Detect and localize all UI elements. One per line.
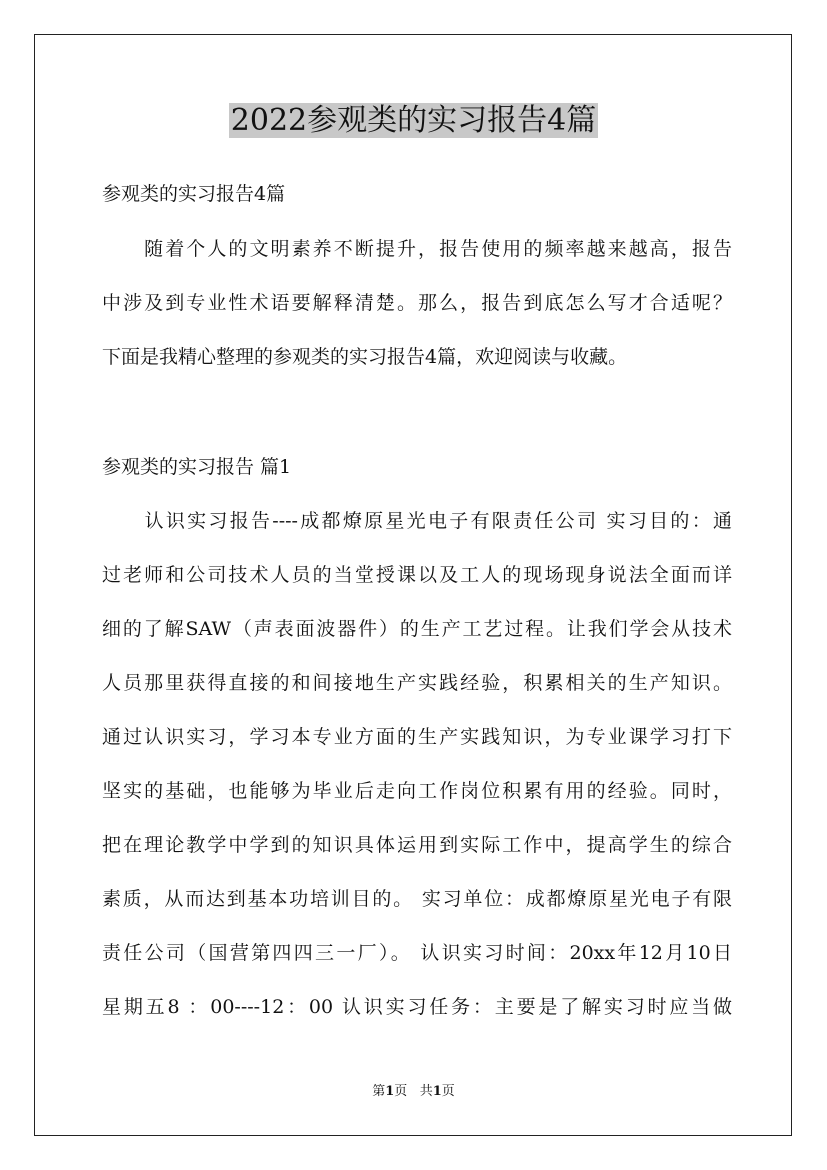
body-line-10: 星期五8 ：00----12：00 认识实习任务：主要是了解实习时应当做 xyxy=(102,996,732,1018)
subtitle: 参观类的实习报告4篇 xyxy=(102,183,286,205)
footer-total-number: 1 xyxy=(432,1084,442,1099)
body-line-3: 细的了解SAW（声表面波器件）的生产工艺过程。让我们学会从技术 xyxy=(102,618,732,640)
footer-total-suffix: 页 xyxy=(441,1084,455,1099)
intro-line-1: 随着个人的文明素养不断提升，报告使用的频率越来越高，报告 xyxy=(102,238,732,260)
body-line-8: 素质，从而达到基本功培训目的。 实习单位：成都燎原星光电子有限 xyxy=(102,888,732,910)
body-line-2: 过老师和公司技术人员的当堂授课以及工人的现场现身说法全面而详 xyxy=(102,564,732,586)
body-line-6: 坚实的基础，也能够为毕业后走向工作岗位积累有用的经验。同时， xyxy=(102,780,732,802)
intro-line-2: 中涉及到专业性术语要解释清楚。那么，报告到底怎么写才合适呢？ xyxy=(102,292,732,314)
footer-page-suffix: 页 xyxy=(394,1084,408,1099)
footer-page-number: 1 xyxy=(385,1084,395,1099)
footer-total-prefix: 共 xyxy=(419,1084,433,1099)
body-line-9: 责任公司（国营第四四三一厂）。 认识实习时间：20xx年12月10日 xyxy=(102,942,732,964)
page-footer xyxy=(0,1084,827,1100)
body-line-5: 通过认识实习，学习本专业方面的生产实践知识，为专业课学习打下 xyxy=(102,726,732,748)
footer-page-prefix: 第 xyxy=(372,1084,386,1099)
body-line-7: 把在理论教学中学到的知识具体运用到实际工作中，提高学生的综合 xyxy=(102,834,732,856)
intro-line-3: 下面是我精心整理的参观类的实习报告4篇，欢迎阅读与收藏。 xyxy=(102,346,628,368)
document-title: 2022参观类的实习报告4篇 xyxy=(230,103,597,138)
section-heading: 参观类的实习报告 篇1 xyxy=(102,456,292,478)
body-line-1: 认识实习报告----成都燎原星光电子有限责任公司 实习目的：通 xyxy=(102,510,732,532)
body-line-4: 人员那里获得直接的和间接地生产实践经验，积累相关的生产知识。 xyxy=(102,672,732,694)
